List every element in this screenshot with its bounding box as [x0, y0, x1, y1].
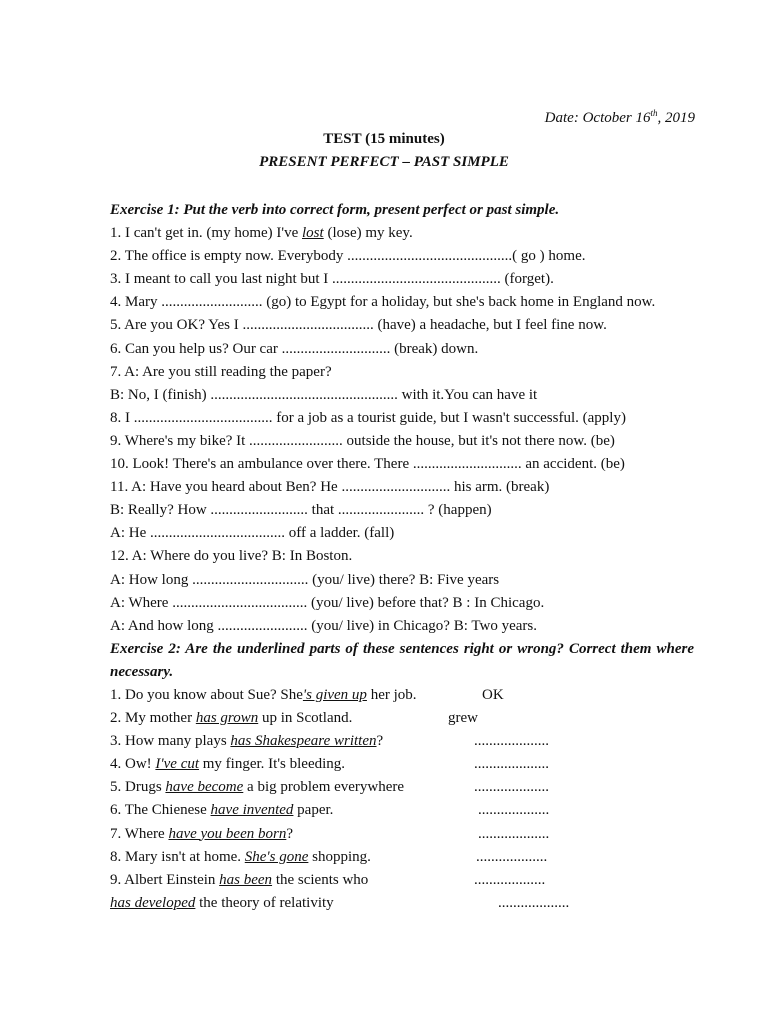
exercise2-title: Exercise 2: Are the underlined parts of these sentences right or wrong? Correct them where necessary. [110, 640, 694, 680]
ex2-item [110, 753, 694, 776]
ex2-item-text: 7. Where [110, 825, 169, 842]
ex2-item-text: my finger. It's bleeding. [199, 756, 346, 773]
ex2-item [110, 869, 694, 892]
ex2-item [110, 684, 694, 707]
ex1-item-11a: 11. A: Have you heard about Ben? He ............................. his arm. (break) [110, 479, 550, 496]
ex2-item [110, 776, 694, 799]
ex2-item-answer: ................... [498, 894, 570, 911]
ex2-item-answer: OK [482, 686, 504, 703]
ex2-item-underlined: 's given up [302, 686, 367, 703]
exercises [110, 199, 694, 915]
ex2-item [110, 846, 694, 869]
ex2-item-answer: ................... [478, 825, 550, 842]
ex2-item [110, 892, 694, 915]
ex2-item-text: the scients who [272, 871, 369, 888]
test-subtitle: PRESENT PERFECT – PAST SIMPLE [259, 154, 509, 170]
ex2-item-text: 9. Albert Einstein [110, 871, 220, 888]
ex1-item-12a: 12. A: Where do you live? B: In Boston. [110, 548, 353, 565]
ex1-item-1: 1. I can't get in. (my home) I've lost (lose) my key. [110, 225, 413, 242]
ex2-item [110, 707, 694, 730]
exercise2-list [110, 684, 694, 915]
ex1-item-8: 8. I ..................................... for a job as a tourist guide, but I wasn't successful. (apply) [110, 409, 626, 426]
ex2-item-text: paper. [293, 802, 334, 819]
ex2-item-text: 6. The Chienese [110, 802, 211, 819]
ex2-item-answer: .................... [474, 756, 549, 773]
test-date: Date: October 16th, 2019 [544, 108, 695, 126]
ex2-item [110, 823, 694, 846]
ex1-item-6: 6. Can you help us? Our car ............................. (break) down. [110, 340, 479, 357]
ex1-item-4: 4. Mary ........................... (go) to Egypt for a holiday, but she's back home in England now. [110, 294, 656, 311]
ex2-item-text: shopping. [308, 848, 371, 865]
ex2-item-text: a big problem everywhere [243, 779, 405, 796]
ex2-item-answer: grew [448, 710, 478, 727]
ex2-item-underlined: has grown [195, 710, 259, 727]
ex2-item-underlined: I've cut [155, 756, 200, 773]
ex2-item-text: ? [286, 825, 294, 842]
ex2-item-text: 3. How many plays [110, 733, 231, 750]
ex2-item-text: 4. Ow! [110, 756, 156, 773]
ex1-item-12b: A: How long ............................... (you/ live) there? B: Five years [110, 571, 500, 588]
ex1-item-10: 10. Look! There's an ambulance over there. There ............................. an accident. (be) [110, 456, 625, 473]
ex2-item-text: 5. Drugs [110, 779, 166, 796]
ex2-item-underlined: have become [165, 779, 244, 796]
ex2-item-text: the theory of relativity [195, 894, 334, 911]
ex2-item-text: 2. My mother [110, 710, 196, 727]
ex2-item-underlined: has Shakespeare written [230, 733, 377, 750]
ex2-item-underlined: has developed [110, 894, 196, 911]
ex2-item [110, 799, 694, 822]
ex2-item-underlined: has been [219, 871, 273, 888]
ex2-item-answer: ................... [476, 848, 548, 865]
ex1-item-12d: A: And how long ........................ (you/ live) in Chicago? B: Two years. [110, 617, 537, 634]
ex2-item-text: ? [376, 733, 384, 750]
ex2-item-answer: ................... [478, 802, 550, 819]
test-title: TEST (15 minutes) [323, 131, 445, 147]
ex2-item-text: 1. Do you know about Sue? She [110, 686, 303, 703]
ex1-item-5: 5. Are you OK? Yes I ................................... (have) a headache, but I feel fine now. [110, 317, 607, 334]
ex2-item-text: her job. [366, 686, 417, 703]
ex1-item-11c: A: He .................................... off a ladder. (fall) [110, 525, 395, 542]
ex2-item-text: up in Scotland. [258, 710, 353, 727]
ex1-item-2: 2. The office is empty now. Everybody ............................................( go ) home. [110, 248, 586, 265]
exercise1-title: Exercise 1: Put the verb into correct form, present perfect or past simple. [110, 202, 560, 218]
ex2-item-underlined: She's gone [244, 848, 309, 865]
ex2-item-text: 8. Mary isn't at home. [110, 848, 245, 865]
ex2-item-answer: .................... [474, 733, 549, 750]
ex1-item-11b: B: Really? How .......................... that ....................... ? (happen) [110, 502, 492, 519]
ex1-item-9: 9. Where's my bike? It ......................... outside the house, but it's not there now. (be) [110, 432, 615, 449]
ex1-item-7a: 7. A: Are you still reading the paper? [110, 363, 332, 380]
ex2-item-underlined: have invented [210, 802, 294, 819]
ex2-item [110, 730, 694, 753]
ex1-item-12c: A: Where .................................... (you/ live) before that? B : In Chicago. [110, 594, 545, 611]
ex2-item-answer: .................... [474, 779, 549, 796]
ex2-item-underlined: have you been born [168, 825, 287, 842]
ex1-item-7b: B: No, I (finish) .................................................. with it.You can have it [110, 386, 538, 403]
ex2-item-answer: ................... [474, 871, 546, 888]
ex1-item-3: 3. I meant to call you last night but I ............................................. (forget). [110, 271, 554, 288]
